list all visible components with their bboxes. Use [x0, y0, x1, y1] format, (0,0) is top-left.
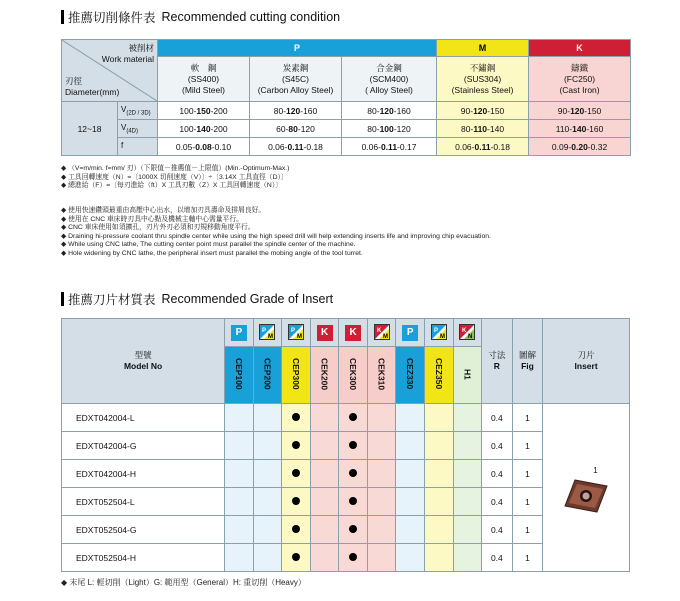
- iso-badge-cell: [282, 319, 311, 347]
- iso-badge-cell: [424, 319, 453, 347]
- grade-cell: [367, 432, 396, 460]
- grade-cell: [282, 544, 311, 572]
- recommended-dot-icon: [349, 469, 357, 477]
- group-m-header: M: [437, 40, 529, 57]
- cutting-value: 90-120-150: [437, 102, 529, 120]
- grade-cell: [253, 460, 282, 488]
- group-p-header: P: [158, 40, 437, 57]
- svg-text:P: P: [262, 328, 267, 334]
- grade-cell: [310, 488, 339, 516]
- cutting-value: 60-80-120: [250, 120, 342, 138]
- recommended-dot-icon: [292, 525, 300, 533]
- grade-cell: [367, 460, 396, 488]
- iso-badge-cell: [453, 319, 482, 347]
- svg-text:K: K: [376, 328, 381, 334]
- size-value: 0.4: [482, 404, 513, 432]
- grade-cell: [453, 432, 482, 460]
- iso-kn-icon: [459, 324, 475, 340]
- grade-cell: [367, 516, 396, 544]
- cutting-value: 100-150-200: [158, 102, 250, 120]
- grade-cell: [225, 516, 254, 544]
- model-number: EDXT052504-H: [62, 544, 225, 572]
- note-line: ◆ 總進給（F）=〔每刃進給（ft）X 工具刃數（Z）X 工具回轉速度（N）〕: [61, 182, 283, 190]
- model-number: EDXT042004-G: [62, 432, 225, 460]
- fig-value: 1: [512, 432, 543, 460]
- iso-k-icon: K: [317, 325, 333, 341]
- insert-figure-cell: [543, 404, 630, 572]
- note-line: ◆ While using CNC lathe, The cutting center point must parallel the spindle center of the machine.: [61, 241, 356, 249]
- grade-cell: [225, 460, 254, 488]
- diameter-value: 12~18: [62, 102, 118, 156]
- fig-header: 圖解 Fig: [512, 319, 543, 404]
- iso-pm-icon: [431, 324, 447, 340]
- cutting-condition-table: [61, 39, 631, 156]
- fig-value: 1: [512, 488, 543, 516]
- cutting-value: 0.05-0.08-0.10: [158, 138, 250, 156]
- grade-cell: [225, 404, 254, 432]
- recommended-dot-icon: [349, 525, 357, 533]
- grade-name: CEZ330: [396, 347, 425, 404]
- iso-km-icon: [374, 324, 390, 340]
- note-line: ◆ Draining hi-pressure coolant thru spindle center while using the high speed drill will help extending inserts life and improving chip evacuation.: [61, 232, 491, 240]
- iso-p-icon: P: [231, 325, 247, 341]
- grade-cell: [453, 488, 482, 516]
- recommended-dot-icon: [292, 553, 300, 561]
- grade-cell: [339, 404, 368, 432]
- grade-cell: [424, 460, 453, 488]
- svg-text:P: P: [291, 328, 296, 334]
- cutting-value: 0.09-0.20-0.32: [529, 138, 631, 156]
- grade-cell: [310, 544, 339, 572]
- model-number: EDXT052504-G: [62, 516, 225, 544]
- grade-cell: [310, 404, 339, 432]
- grade-name: CEK310: [367, 347, 396, 404]
- work-material-label: 被削材 Work material: [101, 43, 154, 64]
- grade-cell: [253, 488, 282, 516]
- recommended-dot-icon: [292, 497, 300, 505]
- note-line: ◆ 使用在 CNC 車床時刃具中心點及機械主軸中心需量平行。: [61, 215, 243, 223]
- recommended-dot-icon: [292, 441, 300, 449]
- note-line: ◆ CNC 車床使用如須擴孔，刃片外刃必須和刃規移動角度平行。: [61, 224, 255, 232]
- grade-cell: [339, 516, 368, 544]
- grade-cell: [310, 432, 339, 460]
- grade-cell: [225, 488, 254, 516]
- section-title-cutting: 推薦切削條件表 Recommended cutting condition: [61, 8, 340, 26]
- grade-cell: [424, 544, 453, 572]
- grade-name: CEP200: [253, 347, 282, 404]
- grade-cell: [339, 488, 368, 516]
- svg-text:N: N: [468, 334, 473, 339]
- svg-text:M: M: [382, 334, 388, 339]
- grade-cell: [310, 516, 339, 544]
- model-number: EDXT052504-L: [62, 488, 225, 516]
- svg-text:M: M: [439, 334, 445, 339]
- grade-name: CEK300: [339, 347, 368, 404]
- group-k-header: K: [529, 40, 631, 57]
- grade-name: CEP300: [282, 347, 311, 404]
- model-number: EDXT042004-L: [62, 404, 225, 432]
- recommended-dot-icon: [349, 553, 357, 561]
- insert-figure-label: 1: [593, 466, 598, 475]
- fig-value: 1: [512, 516, 543, 544]
- table-corner-header: [62, 40, 158, 102]
- note-line: ◆ 使用快速鑽頭最重由高壓中心出水，以增加刃具壽命及排屑良好。: [61, 207, 266, 214]
- recommended-dot-icon: [349, 413, 357, 421]
- grade-cell: [396, 460, 425, 488]
- grade-cell: [396, 404, 425, 432]
- grade-cell: [367, 488, 396, 516]
- size-value: 0.4: [482, 432, 513, 460]
- insert-icon: [561, 476, 611, 516]
- grade-cell: [282, 432, 311, 460]
- grade-cell: [424, 404, 453, 432]
- recommended-dot-icon: [349, 441, 357, 449]
- iso-badge-cell: [339, 319, 368, 347]
- cutting-value: 80-110-140: [437, 120, 529, 138]
- fig-value: 1: [512, 404, 543, 432]
- grade-name: CEP100: [225, 347, 254, 404]
- recommended-dot-icon: [349, 497, 357, 505]
- grade-cell: [253, 516, 282, 544]
- size-value: 0.4: [482, 544, 513, 572]
- grade-cell: [282, 460, 311, 488]
- material-header: 合金鋼 (SCM400) ( Alloy Steel): [342, 57, 437, 102]
- cutting-value: 80-120-160: [342, 102, 437, 120]
- note-line: ◆ Hole widening by CNC lathe, the peripheral insert must parallel the mobing angle of the tool turret.: [61, 249, 363, 257]
- cutting-value: 90-120-150: [529, 102, 631, 120]
- grade-cell: [396, 544, 425, 572]
- diameter-label: 刃徑 Diameter(mm): [65, 76, 120, 97]
- iso-badge-cell: [225, 319, 254, 347]
- grade-cell: [253, 432, 282, 460]
- iso-k-icon: K: [345, 325, 361, 341]
- material-header: 不鏽鋼 (SUS304) (Stainless Steel): [437, 57, 529, 102]
- cutting-value: 80-100-120: [342, 120, 437, 138]
- grade-cell: [282, 488, 311, 516]
- recommended-dot-icon: [292, 469, 300, 477]
- size-header: 寸法 R: [482, 319, 513, 404]
- material-header: 鑄鐵 (FC250) (Cast Iron): [529, 57, 631, 102]
- grade-cell: [453, 404, 482, 432]
- grade-cell: [367, 544, 396, 572]
- section-title-grade: 推薦刀片材質表 Recommended Grade of Insert: [61, 290, 333, 308]
- size-value: 0.4: [482, 488, 513, 516]
- fig-value: 1: [512, 460, 543, 488]
- fig-value: 1: [512, 544, 543, 572]
- notes-usage: [61, 207, 491, 259]
- grade-cell: [282, 404, 311, 432]
- notes-formulas: [61, 165, 289, 191]
- table-row: [62, 404, 630, 432]
- svg-text:P: P: [433, 328, 438, 334]
- grade-cell: [396, 432, 425, 460]
- cutting-value: 100-140-200: [158, 120, 250, 138]
- grade-cell: [424, 488, 453, 516]
- iso-p-icon: P: [402, 325, 418, 341]
- cutting-value: 110-140-160: [529, 120, 631, 138]
- size-value: 0.4: [482, 460, 513, 488]
- grade-cell: [253, 404, 282, 432]
- iso-badge-cell: [310, 319, 339, 347]
- iso-badge-cell: [253, 319, 282, 347]
- grade-cell: [282, 516, 311, 544]
- insert-header: 刀片 Insert: [543, 319, 630, 404]
- title-bar-icon: [61, 10, 64, 24]
- model-number: EDXT042004-H: [62, 460, 225, 488]
- grade-cell: [453, 544, 482, 572]
- material-header: 炭素鋼 (S45C) (Carbon Alloy Steel): [250, 57, 342, 102]
- grade-cell: [339, 432, 368, 460]
- grade-cell: [424, 432, 453, 460]
- svg-text:K: K: [462, 328, 467, 334]
- grade-cell: [396, 516, 425, 544]
- grade-table: [61, 318, 630, 572]
- grade-cell: [310, 460, 339, 488]
- parameter-symbol: $V_{(2D / 3D)}$: [118, 102, 158, 120]
- iso-badge-cell: [367, 319, 396, 347]
- iso-pm-icon: [259, 324, 275, 340]
- grade-name: CEZ350: [424, 347, 453, 404]
- size-value: 0.4: [482, 516, 513, 544]
- grade-cell: [396, 488, 425, 516]
- grade-cell: [453, 516, 482, 544]
- note-line: ◆ （V=m/min. f=mm/ 刃）（下限值－推薦值－上限值）(Min.-Optimum-Max.): [61, 165, 290, 172]
- parameter-symbol: $V_{(4D)}$: [118, 120, 158, 138]
- grade-cell: [225, 544, 254, 572]
- grade-cell: [367, 404, 396, 432]
- material-header: 軟 鋼 (SS400) (Mild Steel): [158, 57, 250, 102]
- title-bar-icon: [61, 292, 64, 306]
- iso-badge-cell: [396, 319, 425, 347]
- grade-name: H1: [453, 347, 482, 404]
- grade-cell: [453, 460, 482, 488]
- model-header: 型號 Model No: [62, 319, 225, 404]
- grade-cell: [253, 544, 282, 572]
- recommended-dot-icon: [292, 413, 300, 421]
- grade-cell: [225, 432, 254, 460]
- iso-pm-icon: [288, 324, 304, 340]
- parameter-symbol: f: [118, 138, 158, 156]
- cutting-value: 0.06-0.11-0.17: [342, 138, 437, 156]
- svg-text:M: M: [297, 334, 303, 339]
- grade-name: CEK200: [310, 347, 339, 404]
- note-line: ◆ 工具回轉速度（N）=〔1000X 切削速度（V）〕÷〔3.14X 工具直徑（D）〕: [61, 173, 288, 181]
- grade-cell: [339, 544, 368, 572]
- svg-text:M: M: [268, 334, 274, 339]
- cutting-value: 80-120-160: [250, 102, 342, 120]
- legend: ◆ 末尾 L: 輕切削（Light）G: 範用型（General）H: 重切削（Heavy）: [61, 578, 306, 587]
- grade-cell: [339, 460, 368, 488]
- cutting-value: 0.06-0.11-0.18: [250, 138, 342, 156]
- cutting-value: 0.06-0.11-0.18: [437, 138, 529, 156]
- grade-cell: [424, 516, 453, 544]
